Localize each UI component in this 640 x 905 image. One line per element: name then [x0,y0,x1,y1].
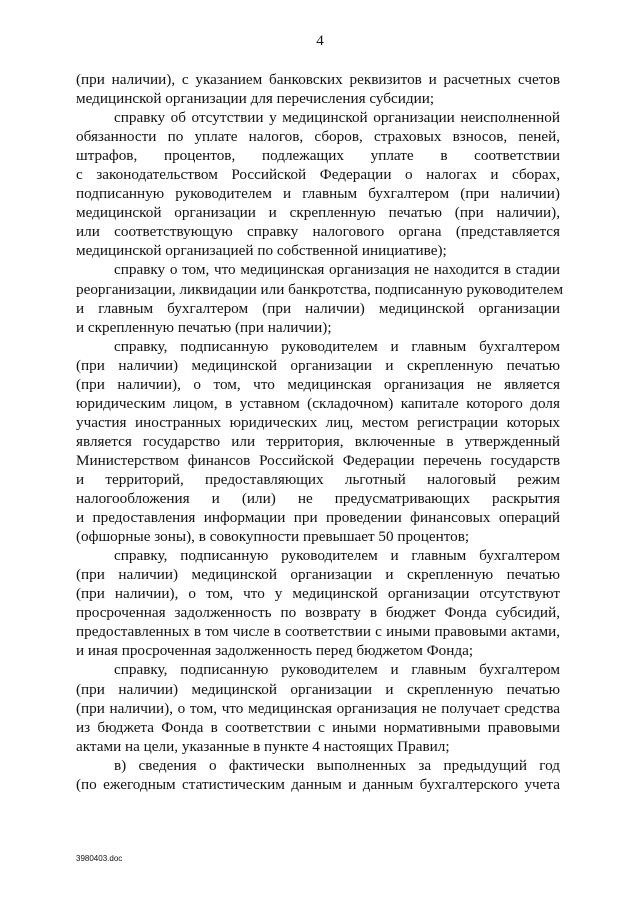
text-line: (при наличии) медицинской организации и скрепленную печатью [76,356,560,374]
text-line: (при наличии) медицинской организации и скрепленную печатью [76,680,560,698]
text-line: подписанную руководителем и главным бухгалтером (при наличии) [76,185,560,203]
text-line: обязанности по уплате налогов, сборов, страховых взносов, пеней, [76,128,560,146]
text-line: медицинской организацией по собственной инициативе); [76,242,447,260]
text-line: (при наличии), о том, что медицинская организация не получает средства [76,699,560,717]
text-line: налогообложения и (или) не предусматривающих раскрытия [76,490,560,508]
text-line: справку, подписанную руководителем и главным бухгалтером [114,337,560,355]
paragraph [76,337,560,547]
document-body [76,70,564,794]
text-line: медицинской организации для перечисления субсидии; [76,90,435,108]
text-line: справку об отсутствии у медицинской организации неисполненной [114,109,560,127]
text-line: с законодательством Российской Федерации о налогах и сборах, [76,166,560,184]
text-line: (при наличии), с указанием банковских реквизитов и расчетных счетов [76,71,560,88]
text-line: (при наличии) медицинской организации и скрепленную печатью [76,566,560,584]
text-line: штрафов, процентов, подлежащих уплате в соответствии [76,147,560,165]
text-line: или соответствующую справку налогового органа (представляется [76,223,560,241]
text-line: просроченная задолженность по возврату в бюджет Фонда субсидий, [76,604,560,622]
footer-file-name: 3980403.doc [76,854,123,863]
text-line: (по ежегодным статистическим данным и данным бухгалтерского учета [76,775,560,793]
text-line: и скрепленную печатью (при наличии); [76,318,332,336]
paragraph [76,756,560,794]
page-number: 4 [316,33,324,49]
text-line: и главным бухгалтером (при наличии) медицинской организации [76,299,560,317]
paragraph [76,260,564,336]
text-line: и предоставления информации при проведении финансовых операций [76,509,560,527]
text-line: в) сведения о фактически выполненных за предыдущий год [114,756,560,774]
text-line: юридическим лицом, в уставном (складочном) капитале которого доля [76,394,560,412]
text-line: (офшорные зоны), в совокупности превышает 50 процентов; [76,528,470,546]
text-line: из бюджета Фонда в соответствии с иными нормативными правовыми [76,718,560,736]
text-line: (при наличии), о том, что медицинская организация не является [76,375,560,393]
text-line: медицинской организации и скрепленную печатью (при наличии), [76,204,560,222]
text-line: справку, подписанную руководителем и главным бухгалтером [114,547,560,565]
paragraph [76,108,560,260]
text-line: реорганизации, ликвидации или банкротства, подписанную руководителем [76,280,564,298]
text-line: и иная просроченная задолженность перед бюджетом Фонда; [76,642,474,660]
text-line: является государство или территория, включенные в утвержденный [76,432,560,450]
paragraph [76,546,560,660]
text-line: справку, подписанную руководителем и главным бухгалтером [114,661,560,679]
text-line: актами на цели, указанные в пункте 4 настоящих Правил; [76,737,450,755]
text-line: предоставленных в том числе в соответствии с иными правовыми актами, [76,623,560,641]
text-line: (при наличии), о том, что у медицинской организации отсутствуют [76,585,560,603]
paragraph [76,660,560,755]
text-line: и территорий, предоставляющих льготный налоговый режим [76,470,560,488]
text-line: Министерством финансов Российской Федерации перечень государств [76,451,560,469]
paragraph [76,70,560,108]
text-line: справку о том, что медицинская организация не находится в стадии [114,261,560,279]
text-line: участия иностранных юридических лиц, местом регистрации которых [76,413,560,431]
